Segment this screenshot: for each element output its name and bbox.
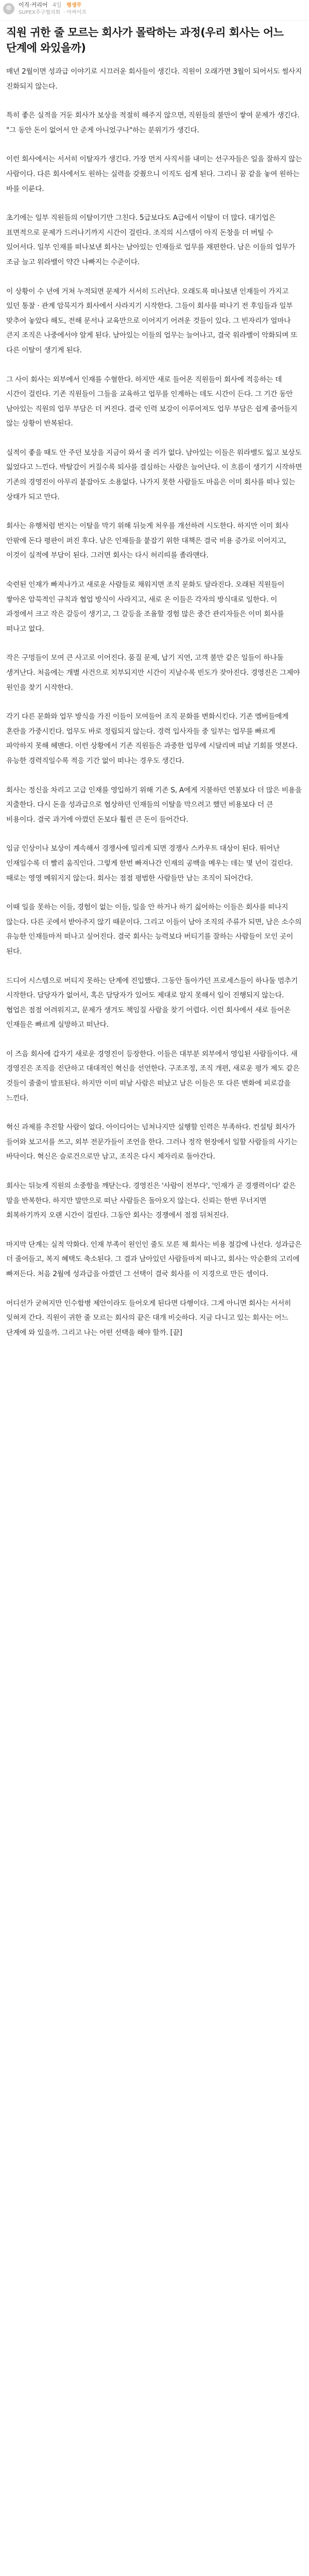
body-paragraph: 실적이 좋을 때도 안 주던 보상을 지금이 와서 줄 리가 없다. 남아있는 이들은 워라밸도 잃고 보상도 잃었다고 느낀다. 박탈감이 커질수록 퇴사를 결심하는 사람은 늘어난다. 이 흐름이 생기기 시작하면 기존의 경영진이 아무리 붙잡아도 소용없다. 나가지 못한 사람들도 마음은 이미 회사를 떠나 있는 상태가 되고 만다. <box>6 448 302 501</box>
author-block <box>19 2 90 16</box>
body-paragraph: 혁신 과제를 추진할 사람이 없다. 아이디어는 넘쳐나지만 실행할 인력은 부족하다. 컨설팅 회사가 들어와 보고서를 쓰고, 외부 전문가들이 조언을 한다. 그러나 정작 현장에서 일할 사람들의 사기는 바닥이다. 혁신은 슬로건으로만 남고, 조직은 다시 제자리로 돌아간다. <box>6 1123 298 1161</box>
body-paragraph: 매년 2월이면 성과급 이야기로 시끄러운 회사들이 생긴다. 직원이 오래가면 3월이 되어서도 썰사지 진화되지 않는다. <box>6 67 302 91</box>
body-paragraph: 그 사이 회사는 외부에서 인재를 수혈한다. 하지만 새로 들어온 직원들이 회사에 적응하는 데 시간이 걸린다. 기존 직원들이 그들을 교육하고 업무를 인계하는 데도 시간이 든다. 그 기간 동안 남아있는 직원의 업무 부담은 더 커진다. 결국 인력 보강이 이루어져도 업무 부담은 쉽게 줄어들지 않는 상황이 반복된다. <box>6 375 298 428</box>
level-badge: 평생무 <box>66 3 82 8</box>
post-title: 직원 귀한 줄 모르는 회사가 몰락하는 과정(우리 회사는 어느 단계에 와있을까) <box>6 26 284 54</box>
author-name[interactable]: 이직·커리어 <box>19 2 48 8</box>
body-paragraph: 작은 구멍들이 모여 큰 사고로 이어진다. 품질 문제, 납기 지연, 고객 불만 같은 일들이 하나둘 생겨난다. 처음에는 개별 사건으로 치부되지만 시간이 지날수록 빈도가 잦아진다. 경영진은 그제야 원인을 찾기 시작한다. <box>6 654 300 692</box>
post-body <box>0 56 309 1340</box>
body-paragraph: 이 즈음 회사에 갑자기 새로운 경영진이 등장한다. 이들은 대부분 외부에서 영입된 사람들이다. 새 경영진은 조직을 진단하고 대대적인 혁신을 선언한다. 구조조정, 조직 개편, 새로운 평가 제도 같은 것들이 줄줄이 발표된다. 하지만 이미 떠날 사람은 떠났고 남은 이들은 또 다른 변화에 피로감을 느낀다. <box>6 1049 300 1103</box>
body-paragraph: 회사는 정신을 차리고 고급 인재를 영입하기 위해 기존 S, A에게 지불하던 연봉보다 더 많은 비용을 지출한다. 다시 돈을 성과급으로 협상하던 인재들의 이탈을 막으려고 했던 비용보다 더 큰 비용이다. 결국 과거에 아꼈던 돈보다 훨씬 큰 돈이 들어간다. <box>6 786 302 824</box>
body-paragraph: 임금 인상이나 보상이 계속해서 경쟁사에 밀리게 되면 경쟁사 스카우트 대상이 된다. 뛰어난 인재일수록 더 빨리 움직인다. 그렇게 한번 빠져나간 인재의 공백을 메우는 데는 몇 년이 걸린다. 때로는 영영 메워지지 않는다. 회사는 점점 평범한 사람들만 남는 조직이 되어간다. <box>6 844 293 883</box>
body-paragraph: 특히 좋은 실적을 거둔 회사가 보상을 적절히 해주지 않으면, 직원들의 불만이 쌓여 문제가 생긴다. "그 동안 돈이 없어서 안 준게 아니었구나"하는 분위기가 생긴다. <box>6 111 300 134</box>
company-name[interactable]: SUPEX추구협의회 <box>19 10 61 15</box>
body-paragraph: 어디선가 굳혀지만 인수합병 제안이라도 들어오게 된다면 다행이다. 그게 아니면 회사는 서서히 잊혀져 간다. 직원이 귀한 줄 모르는 회사의 끝은 대개 비슷하다. 지금 다니고 있는 회사는 어느 단계에 와 있을까. 그리고 나는 어떤 선택을 해야 할까. [끝] <box>6 1299 291 1337</box>
body-paragraph: 회사는 유행처럼 번지는 이탈을 막기 위해 뒤늦게 처우를 개선하려 시도한다. 하지만 이미 회사 안팎에 돈다 평판이 퍼진 후다. 남은 인재들을 붙잡기 위한 대책은 결국 비용 증가로 이어지고, 이것이 실적에 부담이 된다. 그러면 회사는 다시 허리띠를 졸라맨다. <box>6 522 289 560</box>
body-paragraph: 회사는 뒤늦게 직원의 소중함을 깨닫는다. 경영진은 '사람이 전부다', '인재가 곧 경쟁력이다' 같은 말을 반복한다. 하지만 말만으로 떠난 사람들은 돌아오지 않는다. 신뢰는 한번 무너지면 회복하기까지 오랜 시간이 걸린다. 그동안 회사는 경쟁에서 점점 뒤처진다. <box>6 1182 296 1220</box>
meta-row <box>19 9 90 16</box>
body-paragraph: 초기에는 일부 직원들의 이탈이기만 그친다. 5급보다도 A급에서 이탈이 더 많다. 대기업은 표면적으로 문제가 드러나기까지 시간이 걸린다. 조직의 시스템이 아직 돈창을 더 버틸 수 있어서다. 일부 인재를 떠나보낸 회사는 남아있는 인재들로 업무를 재편한다. 남은 이들의 업무가 조금 늘고 워라밸이 약간 나빠지는 수준이다. <box>6 214 296 266</box>
body-paragraph: 각기 다른 문화와 업무 방식을 가진 이들이 모여들어 조직 문화를 변화시킨다. 기존 멤버들에게 혼란을 가중시킨다. 업무도 바로 정립되지 않는다. 경력 입사자들 중 일부는 업무를 빠르게 파악하지 못해 헤맨다. 이런 상황에서 기존 직원들은 과중한 업무에 시달리며 떠날 기회를 엿본다. 유능한 경력직일수록 적응 기간 없이 떠나는 경우도 생긴다. <box>6 713 298 765</box>
avatar[interactable] <box>3 3 14 14</box>
post-header <box>0 0 309 21</box>
body-paragraph: 드디어 시스템으로 버티지 못하는 단계에 진입했다. 그동안 돌아가던 프로세스들이 하나둘 멈추기 시작한다. 담당자가 없어서, 혹은 담당자가 있어도 제대로 알지 못해서 일이 진행되지 않는다. 협업은 점점 어려워지고, 문제가 생겨도 책임질 사람을 찾기 어렵다. 이런 회사에서 새로 들어온 인재들은 빠르게 실망하고 떠난다. <box>6 976 298 1029</box>
body-paragraph: 이런 회사에서는 서서히 이탈자가 생긴다. 가장 먼저 사직서를 내미는 선구자들은 일을 잘하지 않는 사람이다. 다른 회사에서도 원하는 실력을 갖췄으니 이직도 쉽게 된다. 그리니 꿈 같을 놓여 원하는 바를 이룬다. <box>6 155 302 193</box>
body-paragraph: 숙련된 인재가 빠져나가고 새로운 사람들로 채워지면 조직 문화도 달라진다. 오래된 직원들이 쌓아온 암묵적인 규칙과 협업 방식이 사라지고, 새로 온 이들은 각자의 방식대로 일한다. 이 과정에서 크고 작은 갈등이 생기고, 그 갈등을 조율할 경험 많은 중간 관리자들은 이미 회사를 떠나고 없다. <box>6 581 284 633</box>
body-paragraph: 이때 일을 못하는 이들, 경험이 없는 이들, 일을 안 하거나 하기 싫어하는 이들은 회사를 떠나지 않는다. 다른 곳에서 받아주지 않기 때문이다. 그리고 이들이 남아 조직의 주류가 되면, 남은 소수의 유능한 인재들마저 떠나고 싶어진다. 결국 회사는 능력보다 버티기를 잘하는 사람들이 모인 곳이 된다. <box>6 903 302 956</box>
body-paragraph: 이 상황이 수 년에 거쳐 누적되면 문제가 서서히 드러난다. 오래도록 떠나보낸 인재들이 가지고 있던 통찰 · 관계 암묵지가 회사에서 사라지기 시작한다. 그들이 회사를 떠나기 전 후임들과 일부 맞추어 놓았다 해도, 전해 문서나 교육만으로 이어지기 어려운 것들이 있다. 그 빈자리가 얼마나 큰지 조직은 나중에서야 알게 된다. 남아있는 이들의 업무는 늘어나고, 결국 워라밸이 악화되며 또 다른 이탈이 생기게 된다. <box>6 287 298 354</box>
author-row <box>19 2 90 9</box>
post-age: 4일 <box>53 2 62 8</box>
meta-extra: · 아싸이프 <box>63 10 87 15</box>
body-paragraph: 마지막 단계는 실적 악화다. 인재 부족이 원인인 줄도 모른 채 회사는 비용 절감에 나선다. 성과급은 더 줄어들고, 복지 혜택도 축소된다. 그 결과 남아있던 사람들마저 떠나고, 회사는 악순환의 고리에 빠져든다. 처음 2월에 성과급을 아꼈던 그 선택이 결국 회사를 이 지경으로 만든 셈이다. <box>6 1240 302 1278</box>
